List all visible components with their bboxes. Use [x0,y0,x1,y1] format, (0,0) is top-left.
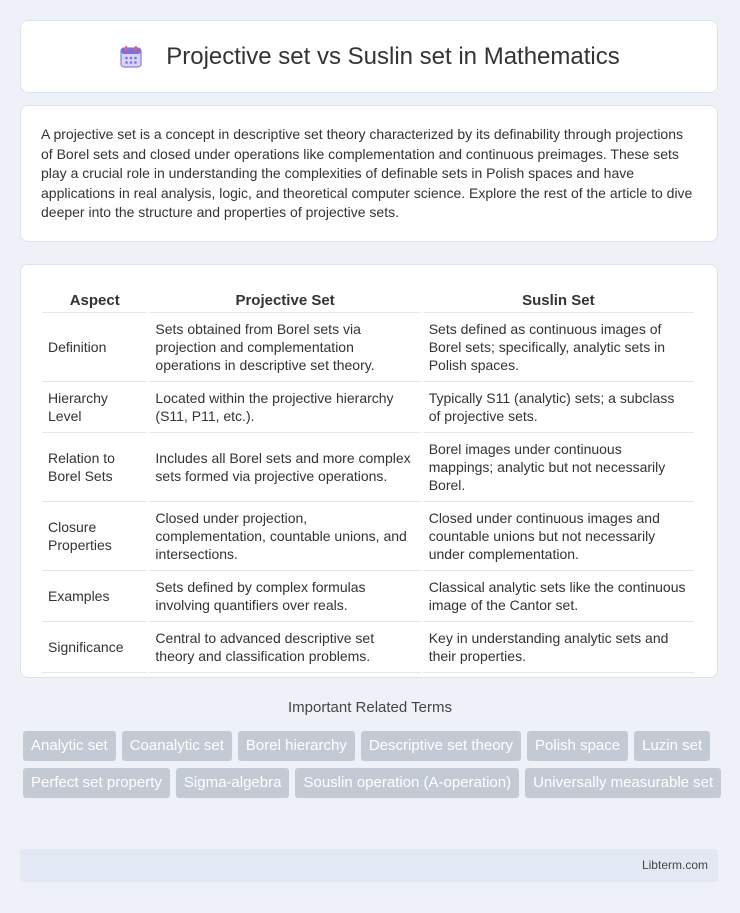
related-term-tag[interactable]: Perfect set property [23,768,170,798]
intro-text: A projective set is a concept in descriptive set theory characterized by its definability through projections of Borel sets and closed under operations like complementation and continuous preimages. These sets play a crucial role in understanding the complexities of definable sets in Polish spaces and have applications in real analysis, logic, and theoretical computer science. Explore the rest of the article to dive deeper into the structure and properties of projective sets. [41,126,693,220]
aspect-cell: Definition [42,313,147,382]
column-header-aspect: Aspect [42,285,147,313]
suslin-cell: Classical analytic sets like the continuous image of the Cantor set. [423,571,694,622]
comparison-card [20,264,718,678]
related-term-tag[interactable]: Descriptive set theory [361,731,521,761]
table-row [42,382,694,433]
related-term-tag[interactable]: Luzin set [634,731,710,761]
related-term-tag[interactable]: Sigma-algebra [176,768,290,798]
column-header-projective: Projective Set [149,285,420,313]
suslin-cell: Sets defined as continuous images of Borel sets; specifically, analytic sets in Polish spaces. [423,313,694,382]
table-row [42,433,694,502]
table-row [42,502,694,571]
projective-cell: Includes all Borel sets and more complex sets formed via projective operations. [149,433,420,502]
suslin-cell: Borel images under continuous mappings; analytic but not necessarily Borel. [423,433,694,502]
footer-site-link[interactable]: Libterm.com [641,858,708,872]
table-row [42,313,694,382]
projective-cell: Closed under projection, complementation, countable unions, and intersections. [149,502,420,571]
related-terms-title: Important Related Terms [288,699,452,716]
page-title: Projective set vs Suslin set in Mathematics [166,42,620,70]
suslin-cell: Typically S11 (analytic) sets; a subclass of projective sets. [423,382,694,433]
aspect-cell: Hierarchy Level [42,382,147,433]
projective-cell: Sets obtained from Borel sets via projection and complementation operations in descriptive set theory. [149,313,420,382]
related-terms-list [23,731,723,798]
table-row [42,622,694,673]
intro-card [20,105,718,242]
aspect-cell: Relation to Borel Sets [42,433,147,502]
calendar-icon [118,44,144,70]
related-term-tag[interactable]: Borel hierarchy [238,731,355,761]
related-term-tag[interactable]: Coanalytic set [122,731,232,761]
aspect-cell: Examples [42,571,147,622]
related-term-tag[interactable]: Universally measurable set [525,768,721,798]
table-row [42,571,694,622]
aspect-cell: Closure Properties [42,502,147,571]
related-term-tag[interactable]: Analytic set [23,731,116,761]
projective-cell: Located within the projective hierarchy (S11, P11, etc.). [149,382,420,433]
related-term-tag[interactable]: Polish space [527,731,628,761]
column-header-suslin: Suslin Set [423,285,694,313]
suslin-cell: Closed under continuous images and countable unions but not necessarily under complementation. [423,502,694,571]
projective-cell: Central to advanced descriptive set theory and classification problems. [149,622,420,673]
title-card [20,20,718,93]
footer [20,849,718,882]
aspect-cell: Significance [42,622,147,673]
table-header-row [42,285,694,313]
comparison-table [40,285,696,673]
related-term-tag[interactable]: Souslin operation (A-operation) [295,768,519,798]
suslin-cell: Key in understanding analytic sets and their properties. [423,622,694,673]
projective-cell: Sets defined by complex formulas involving quantifiers over reals. [149,571,420,622]
